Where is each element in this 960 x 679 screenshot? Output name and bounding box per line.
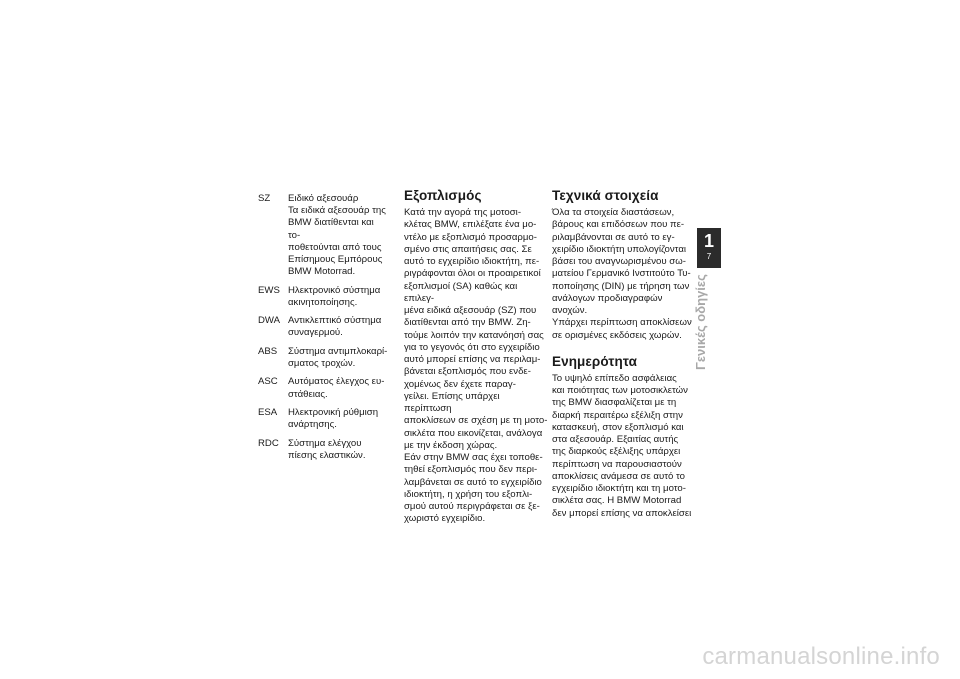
- abbreviation-row: [258, 315, 388, 339]
- technical-section: [552, 188, 697, 520]
- abbreviation-desc: Ηλεκτρονικό σύστημα ακινητοποίησης.: [288, 284, 381, 308]
- abbreviation-key: EWS: [258, 284, 280, 296]
- abbreviation-desc: Ηλεκτρονική ρύθμιση ανάρτησης.: [288, 406, 379, 431]
- abbreviation-row: [258, 438, 388, 462]
- abbreviation-desc: Σύστημα αντιμπλοκαρί- σματος τροχών.: [288, 345, 388, 369]
- technical-heading: Τεχνικά στοιχεία: [552, 188, 659, 203]
- abbreviation-desc: Αυτόματος έλεγχος ευ- στάθειας.: [288, 376, 385, 400]
- watermark: carmanualsonline.info: [702, 643, 940, 670]
- chapter-title: Γενικές οδηγίες: [693, 274, 708, 370]
- equipment-section: [404, 188, 549, 526]
- chapter-number: 1: [703, 231, 714, 251]
- abbreviation-key: ABS: [258, 345, 278, 357]
- update-text: Το υψηλό επίπεδο ασφάλειας και ποιότητας των μοτοσικλετών της BMW διασφαλίζεται με τη διαρκή περαιτέρω εξέλιξη στην κατασκευή, στον εξοπλισμό και στα αξεσουάρ. Εξαιτίας αυτής της διαρκούς εξέλιξης υπάρχει περίπτωση να παρουσιαστούν αποκλίσεις ανάμεσα σε αυτό το εγχειρίδιο ιδιοκτήτη και τη μοτο- σικλέτα σας. Η BMW Motorrad δεν μπορεί επίσης να αποκλείσει: [552, 372, 692, 519]
- technical-text: Όλα τα στοιχεία διαστάσεων, βάρους και επιδόσεων που πε- ριλαμβάνονται σε αυτό το εγ- χειρίδιο ιδιοκτήτη υπολογίζονται βάσει του αναγνωρισμένου σω- ματείου Γερμανικό Ινστιτούτο Τυ- ποποίησης (DIN) με τήρηση των ανάλογων προδιαγραφών ανοχών. Υπάρχει περίπτωση αποκλίσεων σε ορισμένες εκδόσεις χωρών.: [552, 207, 692, 341]
- abbreviation-key: SZ: [258, 193, 271, 204]
- abbreviation-desc: Ειδικό αξεσουάρ Τα ειδικά αξεσουάρ της BMW διατίθενται και το- ποθετούνται από τους Επίσημους Εμπόρους BMW Motorrad.: [288, 193, 386, 278]
- abbreviation-row: [258, 285, 388, 309]
- abbreviation-row: [258, 376, 388, 400]
- abbreviation-row: [258, 346, 388, 370]
- equipment-heading: Εξοπλισμός: [404, 188, 482, 203]
- abbreviation-key: ASC: [258, 376, 278, 388]
- abbreviation-row: [258, 407, 388, 431]
- abbreviation-key: ESA: [258, 406, 278, 418]
- abbreviation-key: RDC: [258, 437, 279, 449]
- abbreviation-desc: Σύστημα ελέγχου πίεσης ελαστικών.: [288, 437, 366, 461]
- abbreviation-key: DWA: [258, 315, 281, 327]
- abbreviation-desc: Αντικλεπτικό σύστημα συναγερμού.: [288, 315, 382, 339]
- equipment-text: Κατά την αγορά της μοτοσι- κλέτας BMW, επιλέξατε ένα μο- ντέλο με εξοπλισμό προσαρμο- σμένο στις απαιτήσεις σας. Σε αυτό το εγχειρίδιο ιδιοκτήτη, πε- ριγράφονται όλοι οι προαιρετικοί εξοπλισμοί (SA) καθώς και επιλεγ- μένα ειδικά αξεσουάρ (SZ) που διατίθενται από την BMW. Ζη- τούμε λοιπόν την κατανόησή σας για το γεγονός ότι στο εγχειρίδιο αυτό μπορεί επίσης να περιλαμ- βάνεται εξοπλισμός που ενδε- χομένως δεν έχετε παραγ- γείλει. Επίσης υπάρχει περίπτωση αποκλίσεων σε σχέση με τη μοτο- σικλέτα που εικονίζεται, ανάλογα με την έκδοση χώρας. Εάν στην BMW σας έχει τοποθε- τηθεί εξοπλισμός που δεν περι- λαμβάνεται σε αυτό το εγχειρίδιο ιδιοκτήτη, η χρήση του εξοπλι- σμού αυτού περιγράφεται σε ξε- χωριστό εγχειρίδιο.: [404, 207, 548, 525]
- page-number: 7: [706, 252, 712, 261]
- abbreviation-row: [258, 193, 388, 278]
- abbreviation-list: [258, 193, 388, 468]
- update-heading: Ενημερότητα: [552, 353, 637, 369]
